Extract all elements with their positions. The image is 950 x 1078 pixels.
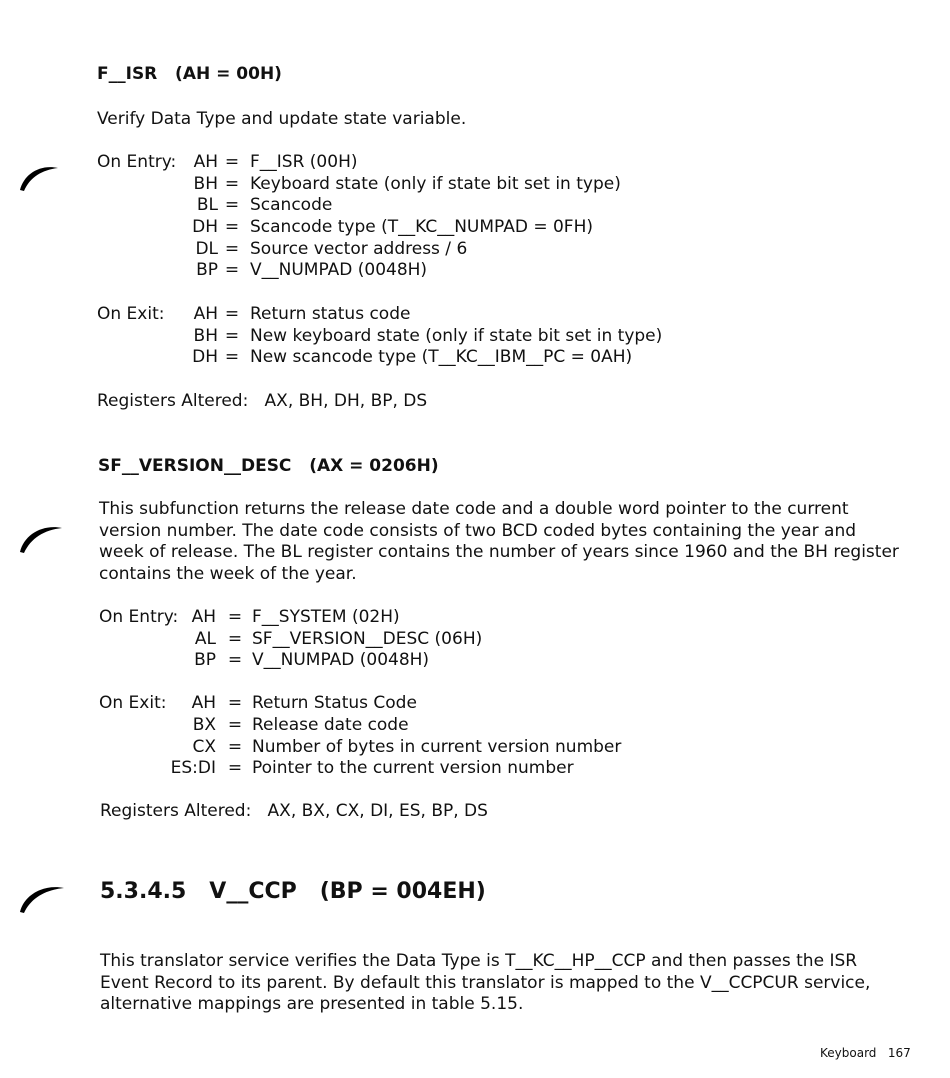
function-code: (AX = 0206H) bbox=[309, 456, 439, 476]
page-footer bbox=[820, 1046, 911, 1060]
section-description: Verify Data Type and update state variable. bbox=[97, 109, 467, 129]
equals-sign: = bbox=[224, 347, 240, 367]
margin-mark-icon bbox=[18, 880, 66, 914]
registers-altered bbox=[97, 391, 427, 411]
margin-mark-icon bbox=[18, 160, 60, 192]
register-value: Number of bytes in current version number bbox=[252, 737, 622, 757]
equals-sign: = bbox=[227, 758, 243, 778]
register-value: V__NUMPAD (0048H) bbox=[252, 650, 430, 670]
register-name: DL bbox=[195, 239, 218, 259]
equals-sign: = bbox=[224, 217, 240, 237]
register-value: F__SYSTEM (02H) bbox=[252, 607, 400, 627]
on-entry-label: On Entry: bbox=[97, 152, 177, 172]
function-name: SF__VERSION__DESC bbox=[98, 456, 292, 476]
equals-sign: = bbox=[227, 629, 243, 649]
register-name: BH bbox=[193, 174, 218, 194]
equals-sign: = bbox=[227, 650, 243, 670]
register-value: V__NUMPAD (0048H) bbox=[250, 260, 428, 280]
register-value: Pointer to the current version number bbox=[252, 758, 574, 778]
register-value: Source vector address / 6 bbox=[250, 239, 468, 259]
footer-chapter: Keyboard bbox=[820, 1046, 877, 1060]
heading-code: (BP = 004EH) bbox=[319, 879, 486, 904]
equals-sign: = bbox=[224, 326, 240, 346]
on-exit-label: On Exit: bbox=[99, 693, 167, 713]
register-value: Return Status Code bbox=[252, 693, 417, 713]
margin-mark-icon bbox=[18, 520, 64, 554]
register-name: CX bbox=[192, 737, 216, 757]
function-name: F__ISR bbox=[97, 64, 158, 84]
equals-sign: = bbox=[224, 174, 240, 194]
section-title bbox=[97, 64, 282, 84]
registers-altered-label: Registers Altered: bbox=[97, 391, 249, 411]
register-name: BP bbox=[194, 650, 216, 670]
register-name: DH bbox=[192, 217, 218, 237]
register-name: ES:DI bbox=[170, 758, 216, 778]
section-paragraph: This translator service verifies the Data Type is T__KC__HP__CCP and then passes the ISR Event Record to its parent. By default this translator is mapped to the V__CCPCUR service, alternative mappings are presented in table 5.15. bbox=[100, 951, 871, 1015]
function-code: (AH = 00H) bbox=[175, 64, 282, 84]
register-value: New keyboard state (only if state bit set in type) bbox=[250, 326, 663, 346]
equals-sign: = bbox=[224, 239, 240, 259]
equals-sign: = bbox=[224, 152, 240, 172]
register-value: Return status code bbox=[250, 304, 411, 324]
section-paragraph: This subfunction returns the release date code and a double word pointer to the current version number. The date code consists of two BCD coded bytes containing the year and week of release. The BL register contains the number of years since 1960 and the BH register contains the week of the year. bbox=[99, 499, 899, 585]
register-value: Keyboard state (only if state bit set in type) bbox=[250, 174, 621, 194]
on-entry-label: On Entry: bbox=[99, 607, 179, 627]
registers-altered-value: AX, BH, DH, BP, DS bbox=[264, 391, 428, 411]
equals-sign: = bbox=[227, 693, 243, 713]
register-name: BH bbox=[193, 326, 218, 346]
register-name: DH bbox=[192, 347, 218, 367]
register-value: F__ISR (00H) bbox=[250, 152, 358, 172]
register-value: SF__VERSION__DESC (06H) bbox=[252, 629, 483, 649]
register-name: AH bbox=[191, 693, 216, 713]
section-heading bbox=[100, 879, 486, 904]
register-value: New scancode type (T__KC__IBM__PC = 0AH) bbox=[250, 347, 633, 367]
equals-sign: = bbox=[227, 715, 243, 735]
equals-sign: = bbox=[227, 737, 243, 757]
section-title bbox=[98, 456, 439, 476]
registers-altered-value: AX, BX, CX, DI, ES, BP, DS bbox=[267, 801, 488, 821]
equals-sign: = bbox=[224, 304, 240, 324]
register-name: BL bbox=[196, 195, 218, 215]
heading-name: V__CCP bbox=[209, 879, 297, 904]
heading-number: 5.3.4.5 bbox=[100, 879, 187, 904]
register-name: AH bbox=[193, 304, 218, 324]
register-name: BX bbox=[192, 715, 216, 735]
register-value: Scancode bbox=[250, 195, 333, 215]
register-name: AH bbox=[191, 607, 216, 627]
equals-sign: = bbox=[224, 260, 240, 280]
equals-sign: = bbox=[227, 607, 243, 627]
registers-altered-label: Registers Altered: bbox=[100, 801, 252, 821]
register-name: BP bbox=[196, 260, 218, 280]
page-number: 167 bbox=[887, 1046, 911, 1060]
register-name: AL bbox=[194, 629, 216, 649]
on-exit-label: On Exit: bbox=[97, 304, 165, 324]
register-name: AH bbox=[193, 152, 218, 172]
register-value: Scancode type (T__KC__NUMPAD = 0FH) bbox=[250, 217, 593, 237]
registers-altered bbox=[100, 801, 488, 821]
register-value: Release date code bbox=[252, 715, 409, 735]
equals-sign: = bbox=[224, 195, 240, 215]
